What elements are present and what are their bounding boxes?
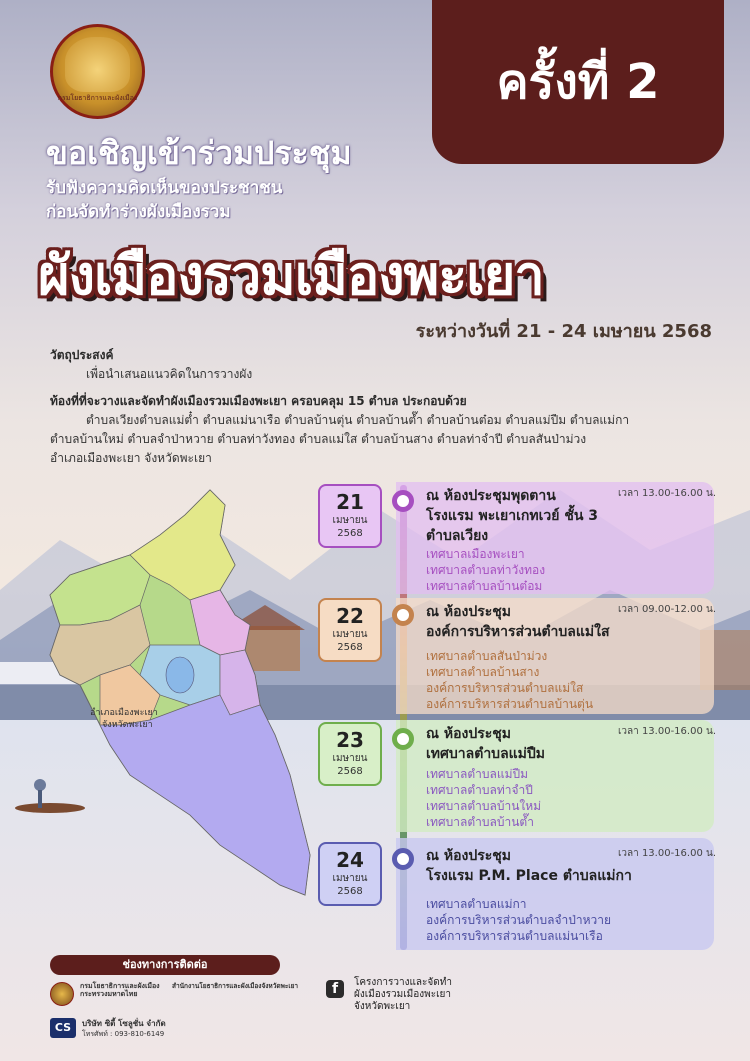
meeting-orgs-4: [426, 896, 611, 944]
meeting-venue-1: [426, 486, 598, 546]
venue-line: โรงแรม P.M. Place ตำบลแม่กา: [426, 868, 632, 884]
dept-contact: [80, 982, 160, 998]
subheading-1: รับฟังความคิดเห็นของประชาชน: [46, 178, 283, 198]
fb-line: จังหวัดพะเยา: [354, 1001, 411, 1012]
timeline-dot-3: [392, 728, 414, 750]
meeting-time-2: เวลา 09.00-12.00 น.: [617, 604, 716, 615]
subheading-2: ก่อนจัดทำร่างผังเมืองรวม: [46, 202, 231, 222]
meeting-month: เมษายน: [332, 629, 368, 640]
meeting-year: 2568: [337, 642, 363, 653]
timeline-dot-2: [392, 604, 414, 626]
meeting-year: 2568: [337, 528, 363, 539]
facebook-icon[interactable]: f: [326, 980, 344, 998]
fb-line: ผังเมืองรวมเมืองพะเยา: [354, 989, 451, 1000]
date-box-3: [318, 722, 382, 786]
meeting-month: เมษายน: [332, 515, 368, 526]
objective-heading: วัตถุประสงค์: [50, 348, 114, 362]
company-contact: [82, 1020, 166, 1038]
fb-line: โครงการวางและจัดทำ: [354, 977, 452, 988]
meeting-venue-3: [426, 724, 545, 764]
area-line-1: ตำบลเวียงตำบลแม่ต๋ำ ตำบลแม่นาเรือ ตำบลบ้านตุ่น ตำบลบ้านต๊ำ ตำบลบ้านต๋อม ตำบลแม่ปืม ตำบลแม่กา: [86, 413, 630, 427]
meeting-orgs-1: [426, 546, 545, 594]
logo-emblem: [65, 37, 130, 92]
area-line-3: อำเภอเมืองพะเยา จังหวัดพะเยา: [50, 451, 212, 465]
session-label: ครั้งที่ 2: [496, 54, 660, 110]
venue-line: ณ ห้องประชุมพุดตาน: [426, 488, 556, 504]
timeline-dot-4: [392, 848, 414, 870]
timeline-dot-1: [392, 490, 414, 512]
meeting-venue-4: [426, 846, 632, 886]
org-item: เทศบาลตำบลแม่กา: [426, 897, 527, 911]
logo-text: กรมโยธาธิการและผังเมือง: [57, 94, 138, 102]
meeting-venue-2: [426, 602, 610, 642]
date-range: ระหว่างวันที่ 21 - 24 เมษายน 2568: [415, 321, 712, 342]
office-name: สำนักงานโยธาธิการและผังเมืองจังหวัดพะเยา: [172, 982, 299, 990]
map-label-2: จังหวัดพะเยา: [102, 720, 153, 730]
meeting-day: 23: [336, 728, 364, 752]
org-item: เทศบาลตำบลท่าจำปี: [426, 783, 533, 797]
org-item: เทศบาลตำบลบ้านใหม่: [426, 799, 542, 813]
session-badge: [432, 0, 724, 164]
meeting-month: เมษายน: [332, 753, 368, 764]
contact-heading: ช่องทางการติดต่อ: [50, 955, 280, 975]
page-title: ผังเมืองรวมเมืองพะเยา: [38, 244, 544, 307]
date-box-4: [318, 842, 382, 906]
org-item: องค์การบริหารส่วนตำบลแม่นาเรือ: [426, 929, 603, 943]
venue-line: ณ ห้องประชุม: [426, 604, 511, 620]
map-label-1: อำเภอเมืองพะเยา: [90, 708, 158, 718]
org-item: เทศบาลตำบลบ้านสาง: [426, 665, 540, 679]
area-heading: ท้องที่ที่จะวางและจัดทำผังเมืองรวมเมืองพะเยา ครอบคลุม 15 ตำบล ประกอบด้วย: [50, 394, 467, 408]
org-item: เทศบาลตำบลบ้านต๊ำ: [426, 815, 534, 829]
venue-line: ตำบลเวียง: [426, 528, 489, 544]
department-small-logo: [50, 982, 74, 1006]
meeting-time-3: เวลา 13.00-16.00 น.: [617, 726, 716, 737]
date-box-2: [318, 598, 382, 662]
company-name: บริษัท ซิตี้ โซลูชั่น จำกัด: [82, 1019, 166, 1028]
meeting-day: 24: [336, 848, 364, 872]
org-item: เทศบาลตำบลแม่ปืม: [426, 767, 529, 781]
dept-ministry: กระทรวงมหาดไทย: [80, 990, 138, 998]
meeting-orgs-3: [426, 766, 541, 830]
objective-text: เพื่อนำเสนอแนวคิดในการวางผัง: [86, 367, 253, 381]
meeting-time-4: เวลา 13.00-16.00 น.: [617, 848, 716, 859]
dept-name: กรมโยธาธิการและผังเมือง: [80, 982, 160, 990]
company-phone: โทรศัพท์ : 093-810-6149: [82, 1030, 165, 1038]
meeting-time-1: เวลา 13.00-16.00 น.: [617, 488, 716, 499]
objective-section: [50, 346, 730, 384]
org-item: เทศบาลตำบลบ้านต๋อม: [426, 579, 543, 593]
area-line-2: ตำบลบ้านใหม่ ตำบลจำป่าหวาย ตำบลท่าวังทอง ตำบลแม่ใส ตำบลบ้านสาง ตำบลท่าจำปี ตำบลสันป่าม่วง: [50, 432, 587, 446]
meeting-day: 21: [336, 490, 364, 514]
facebook-page-name[interactable]: [354, 977, 452, 1013]
district-map: [20, 475, 320, 905]
org-item: เทศบาลตำบลท่าวังทอง: [426, 563, 546, 577]
venue-line: องค์การบริหารส่วนตำบลแม่ใส: [426, 624, 610, 640]
venue-line: โรงแรม พะเยาเกทเวย์ ชั้น 3: [426, 508, 599, 524]
meeting-day: 22: [336, 604, 364, 628]
meeting-year: 2568: [337, 766, 363, 777]
company-logo: CS: [50, 1018, 76, 1038]
venue-line: เทศบาลตำบลแม่ปืม: [426, 746, 546, 762]
meeting-month: เมษายน: [332, 873, 368, 884]
org-item: องค์การบริหารส่วนตำบลจำป่าหวาย: [426, 913, 612, 927]
org-item: เทศบาลเมืองพะเยา: [426, 547, 525, 561]
date-box-1: [318, 484, 382, 548]
area-section: [50, 392, 730, 468]
invite-heading: ขอเชิญเข้าร่วมประชุม: [46, 134, 352, 172]
org-item: องค์การบริหารส่วนตำบลแม่ใส: [426, 681, 584, 695]
venue-line: ณ ห้องประชุม: [426, 848, 511, 864]
meeting-orgs-2: [426, 648, 593, 712]
venue-line: ณ ห้องประชุม: [426, 726, 511, 742]
meeting-year: 2568: [337, 886, 363, 897]
office-contact: [172, 982, 298, 990]
org-item: องค์การบริหารส่วนตำบลบ้านตุ่น: [426, 697, 594, 711]
department-logo: [50, 24, 145, 119]
org-item: เทศบาลตำบลสันป่าม่วง: [426, 649, 548, 663]
